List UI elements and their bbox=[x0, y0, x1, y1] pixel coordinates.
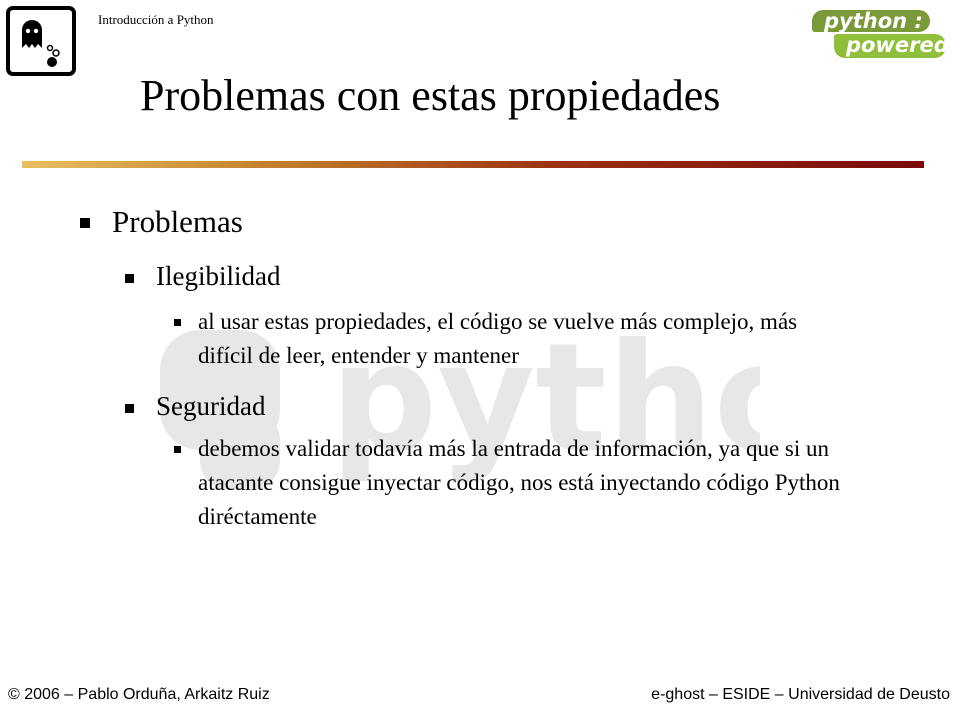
eghost-logo bbox=[6, 6, 76, 76]
bullet-text: Problemas bbox=[112, 204, 243, 239]
square-bullet-icon bbox=[80, 218, 90, 228]
badge-line1: python : bbox=[812, 10, 930, 32]
square-bullet-icon bbox=[125, 274, 134, 283]
bullet-ilegibilidad-detail bbox=[174, 305, 814, 373]
bullet-text: al usar estas propiedades, el código se vuelve más complejo, más difícil de leer, entender y mantener bbox=[198, 309, 798, 368]
square-bullet-icon bbox=[174, 446, 181, 453]
bullet-text: Seguridad bbox=[156, 391, 266, 421]
bullet-text: Ilegibilidad bbox=[156, 261, 281, 291]
bullet-seguridad-detail bbox=[174, 432, 904, 534]
bullet-problemas bbox=[80, 204, 243, 240]
square-bullet-icon bbox=[174, 319, 181, 326]
course-title: Introducción a Python bbox=[98, 12, 214, 27]
square-bullet-icon bbox=[125, 404, 134, 413]
footer-copyright: © 2006 – Pablo Orduña, Arkaitz Ruiz bbox=[8, 686, 270, 703]
bullet-ilegibilidad bbox=[125, 260, 280, 292]
title-divider bbox=[22, 161, 924, 168]
slide-title: Problemas con estas propiedades bbox=[140, 71, 721, 120]
badge-line2: powered bbox=[834, 34, 946, 58]
bullet-seguridad bbox=[125, 390, 265, 422]
bullet-text: debemos validar todavía más la entrada de información, ya que si un atacante consigue inyectar código, nos está inyectando código Python diréctamente bbox=[198, 436, 840, 529]
watermark-text: pyth bbox=[330, 312, 714, 486]
footer-institution: e-ghost – ESIDE – Universidad de Deusto bbox=[651, 686, 950, 703]
python-powered-badge bbox=[812, 9, 949, 58]
